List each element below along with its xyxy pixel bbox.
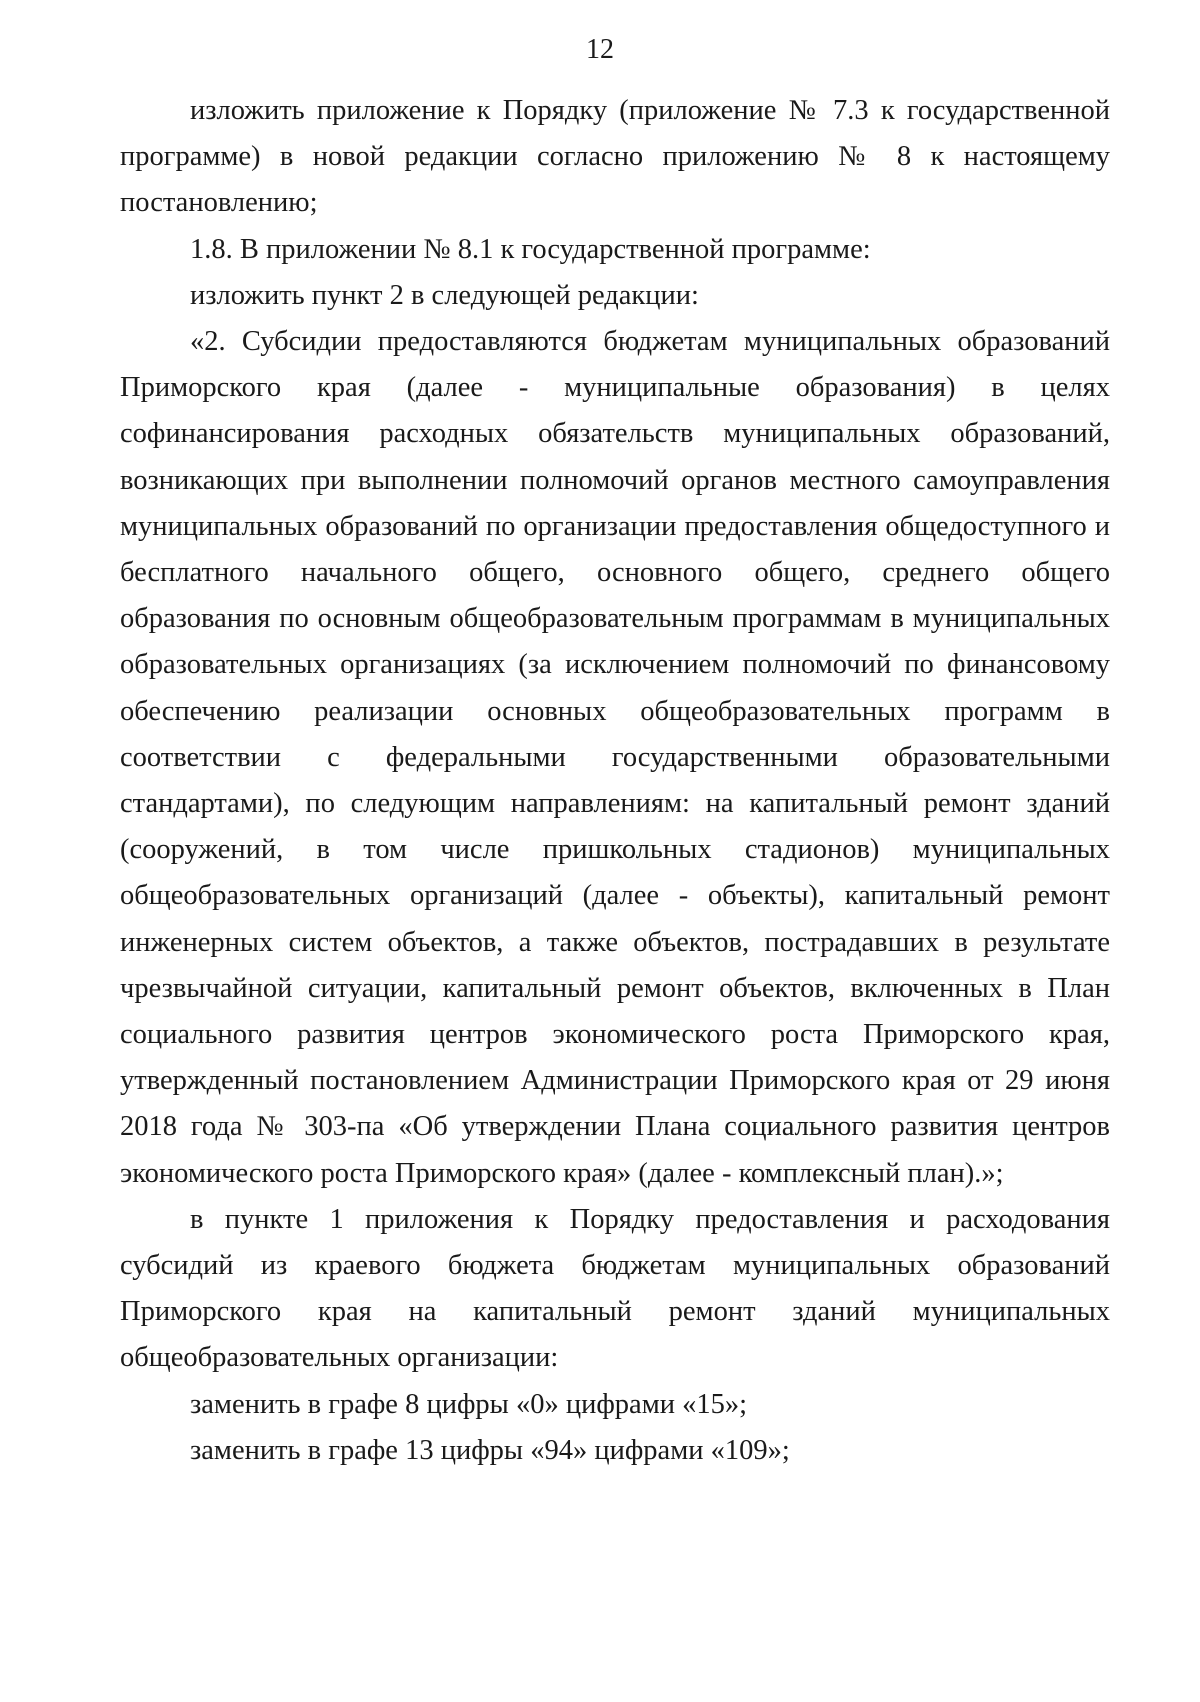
paragraph-item-1-8: 1.8. В приложении № 8.1 к государственной программе:: [190, 233, 871, 265]
paragraph-appendix-point-1: в пункте 1 приложения к Порядку предоставления и расходования субсидий из краевого бюджета бюджетам муниципальных образований Приморского края на капитальный ремонт зданий муниципальных общеобразовательных организации:: [120, 1203, 1110, 1374]
paragraph-appendix-7-3: изложить приложение к Порядку (приложение № 7.3 к государственной программе) в новой редакции согласно приложению № 8 к настоящему постановлению;: [120, 95, 1110, 219]
paragraph-replace-column-13: заменить в графе 13 цифры «94» цифрами «109»;: [190, 1434, 790, 1466]
document-body: [120, 88, 1110, 1474]
page-number: 12: [586, 34, 614, 65]
paragraph-state-clause-2: изложить пункт 2 в следующей редакции:: [190, 279, 699, 311]
paragraph-replace-column-8: заменить в графе 8 цифры «0» цифрами «15»;: [190, 1388, 748, 1420]
paragraph-clause-2-text: «2. Субсидии предоставляются бюджетам муниципальных образований Приморского края (далее - муниципальные образования) в целях софинансирования расходных обязательств муниципальных образований, возникающих при выполнении полномочий органов местного самоуправления муниципальных образований по организации предоставления общедоступного и бесплатного начального общего, основного общего, среднего общего образования по основным общеобразовательным программам в муниципальных образовательных организациях (за исключением полномочий по финансовому обеспечению реализации основных общеобразовательных программ в соответствии с федеральными государственными образовательными стандартами), по следующим направлениям: на капитальный ремонт зданий (сооружений, в том числе пришкольных стадионов) муниципальных общеобразовательных организаций (далее - объекты), капитальный ремонт инженерных систем объектов, а также объектов, пострадавших в результате чрезвычайной ситуации, капитальный ремонт объектов, включенных в План социального развития центров экономического роста Приморского края, утвержденный постановлением Администрации Приморского края от 29 июня 2018 года № 303-па «Об утверждении Плана социального развития центров экономического роста Приморского края» (далее - комплексный план).»;: [120, 326, 1110, 1189]
